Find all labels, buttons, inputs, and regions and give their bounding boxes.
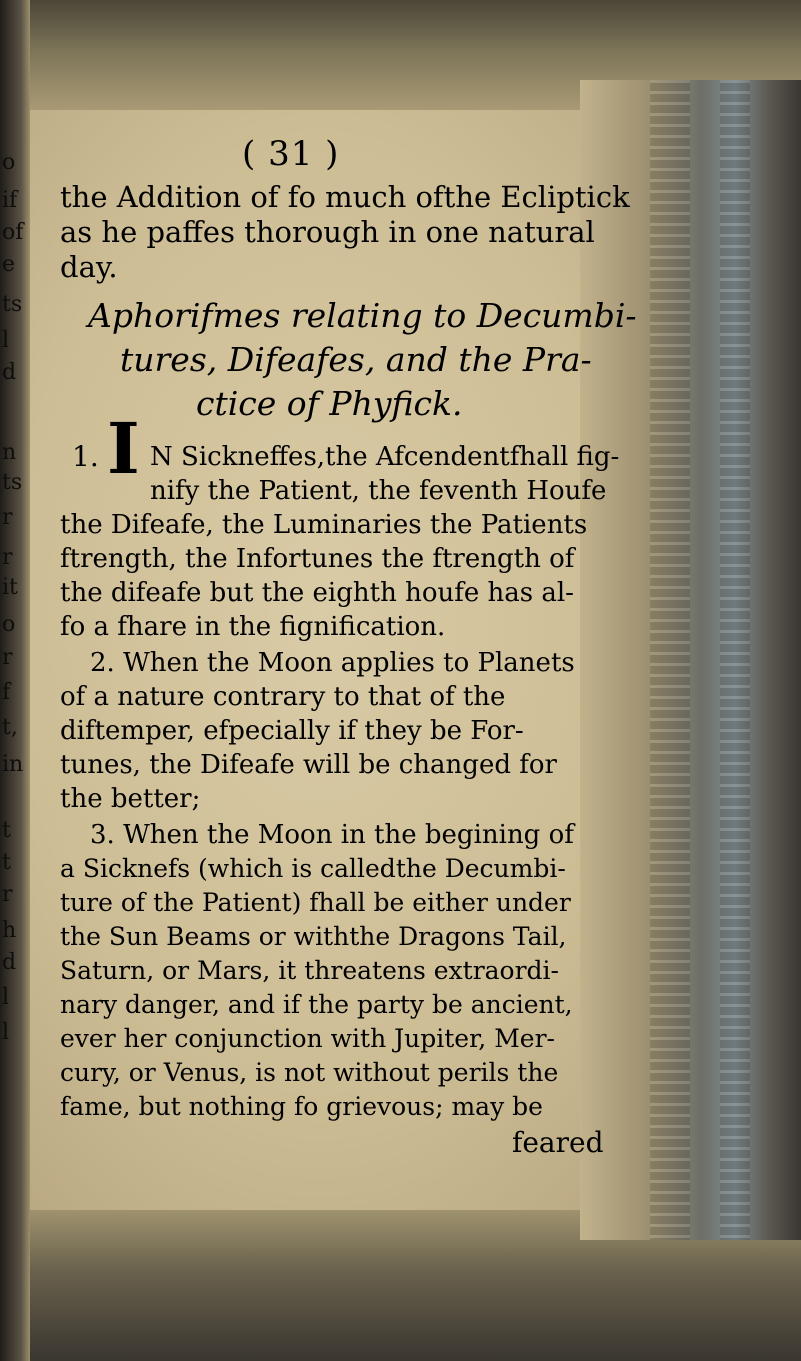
facing-page-fragment: r [2,645,13,670]
paragraph-line: the better; [60,784,201,814]
paragraph-line: tunes, the Difeafe will be changed for [60,750,557,780]
facing-page-fragment: e [2,252,16,277]
heading-line: Aphorifmes relating to Decumbi- [88,296,637,335]
paragraph-line: N Sickneffes,the Afcendentfhall fig- [150,442,620,472]
intro-line: the Addition of fo much ofthe Ecliptick [60,180,630,214]
paragraph-line: ture of the Patient) fhall be either under [60,888,571,917]
facing-page-fragment: r [2,505,13,530]
facing-page-fragment: l [2,1020,10,1045]
facing-page-fragment: ts [2,470,23,495]
paragraph-line: diftemper, efpecially if they be For- [60,716,524,746]
facing-page-edge [0,0,30,1361]
heading-line: ctice of Phyfick. [196,384,463,423]
facing-page-fragment: in [2,752,24,777]
catchword: feared [512,1126,604,1159]
aphorism-number: 1. [72,440,99,473]
page-number: ( 31 ) [242,134,340,174]
intro-line: day. [60,250,118,284]
paragraph-line: nary danger, and if the party be ancient, [60,990,573,1019]
paragraph-line: cury, or Venus, is not without perils the [60,1058,559,1087]
paragraph-line: 2. When the Moon applies to Planets [90,648,575,678]
paragraph-line: fame, but nothing fo grievous; may be [60,1092,543,1121]
facing-page-fragment: l [2,328,10,353]
drop-cap: I [107,407,140,490]
paragraph-line: ftrength, the Infortunes the ftrength of [60,544,575,574]
heading-line: tures, Difeafes, and the Pra- [120,340,592,379]
facing-page-fragment: o [2,612,16,637]
facing-page-fragment: r [2,545,13,570]
facing-page-fragment: t, [2,715,18,740]
facing-page-fragment: o [2,150,16,175]
facing-page-fragment: h [2,918,17,943]
paragraph-line: the difeafe but the eighth houfe has al- [60,578,574,608]
paragraph-line: the Sun Beams or withthe Dragons Tail, [60,922,567,951]
fore-edge-texture [720,80,750,1240]
facing-page-fragment: l [2,985,10,1010]
facing-page-fragment: it [2,575,18,600]
facing-page-fragment: d [2,950,17,975]
paragraph-line: nify the Patient, the feventh Houfe [150,476,607,506]
facing-page-fragment: if [2,188,18,213]
facing-page-fragment: of [2,220,24,245]
paragraph-line: ever her conjunction with Jupiter, Mer- [60,1024,555,1053]
paragraph-line: 3. When the Moon in the begining of [90,820,574,850]
facing-page-fragment: t [2,850,11,875]
fore-edge-texture [650,80,690,1240]
facing-page-fragment: f [2,680,11,705]
paragraph-line: Saturn, or Mars, it threatens extraordi- [60,956,559,985]
paragraph-line: the Difeafe, the Luminaries the Patients [60,510,588,540]
intro-line: as he paffes thorough in one natural [60,215,595,249]
facing-page-fragment: d [2,360,17,385]
page-fore-edge [580,80,801,1240]
facing-page-fragment: r [2,882,13,907]
paragraph-line: fo a fhare in the fignification. [60,612,446,642]
facing-page-fragment: ts [2,292,23,317]
paragraph-line: of a nature contrary to that of the [60,682,506,712]
facing-page-fragment: n [2,440,17,465]
paragraph-line: a Sicknefs (which is calledthe Decumbi- [60,854,566,883]
facing-page-fragment: t [2,818,11,843]
